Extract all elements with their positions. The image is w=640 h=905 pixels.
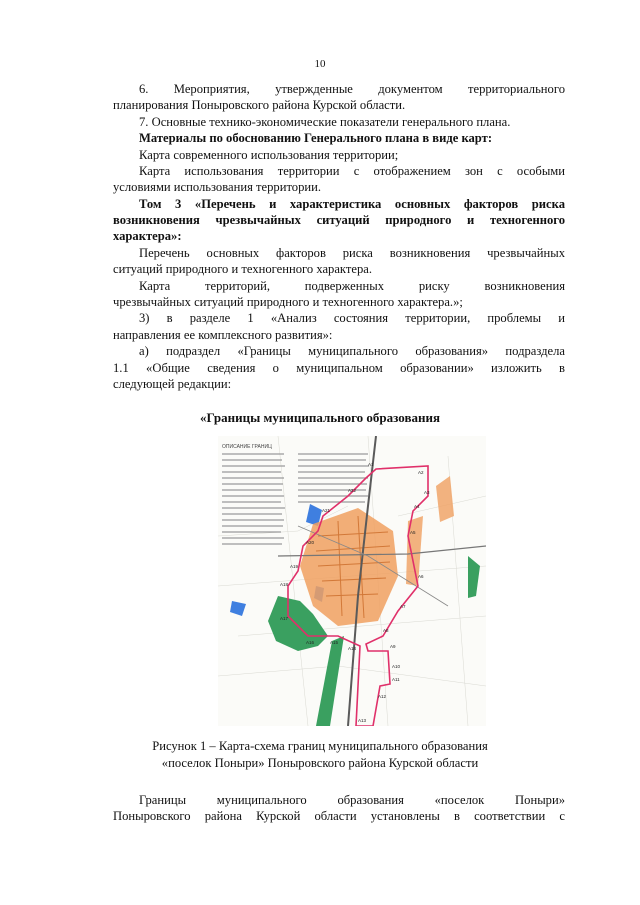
point-label: А9 [390, 644, 396, 649]
materials-heading: Материалы по обоснованию Генерального плана в виде карт: [139, 131, 493, 145]
point-label: А20 [306, 540, 315, 545]
body-line [113, 130, 565, 146]
volume3-heading-2: возникновения чрезвычайных ситуаций природного и техногенного [113, 213, 565, 227]
boundary-map [218, 436, 486, 726]
point-label: А21 [322, 508, 331, 513]
body-line: 3) в разделе 1 «Анализ состояния территории, проблемы и [139, 311, 565, 325]
caption-line: Рисунок 1 – Карта-схема границ муниципального образования [152, 739, 488, 753]
bottom-line: Поныровского района Курской области установлены в соответствии с [113, 809, 565, 824]
body-line: Перечень основных факторов риска возникновения чрезвычайных [139, 246, 565, 260]
point-label: А10 [392, 664, 401, 669]
point-label: А14 [348, 646, 357, 651]
point-label: А22 [348, 488, 357, 493]
page-number: 10 [314, 58, 326, 70]
body-line [113, 228, 565, 244]
point-label: А12 [378, 694, 387, 699]
body-line: 1.1 «Общие сведения о муниципальном образовании» изложить в [113, 361, 565, 375]
point-label: А3 [424, 490, 430, 495]
volume3-heading-3: характера»: [113, 229, 182, 243]
boundary-map-figure [218, 436, 486, 726]
point-label: А16 [306, 640, 315, 645]
point-label: А1 [368, 462, 374, 467]
body-line [113, 196, 565, 212]
body-line: ситуаций природного и техногенного характера. [113, 262, 373, 276]
body-line: Карта современного использования территории; [139, 148, 399, 162]
figure-caption [0, 738, 640, 772]
body-line: условиями использования территории. [113, 180, 322, 194]
point-label: А11 [392, 677, 400, 682]
point-label: А6 [418, 574, 424, 579]
body-line: планирования Поныровского района Курской области. [113, 98, 406, 112]
point-label: А5 [410, 530, 416, 535]
volume3-heading-1: Том 3 «Перечень и характеристика основных факторов риска [139, 197, 565, 211]
body-line: Карта территорий, подверженных риску возникновения [139, 279, 565, 293]
point-label: А8 [383, 628, 389, 633]
point-label: А17 [280, 616, 289, 621]
caption-line: «поселок Поныри» Поныровского района Курской области [161, 756, 479, 770]
point-label: А4 [414, 504, 420, 509]
point-label: А15 [330, 640, 339, 645]
body-line: следующей редакции: [113, 377, 232, 391]
point-label: А13 [358, 718, 367, 723]
section-heading: «Границы муниципального образования [199, 410, 441, 425]
body-line: Карта использования территории с отображением зон с особыми [139, 164, 565, 178]
body-line [113, 212, 565, 228]
bottom-line: Границы муниципального образования «поселок Поныри» [139, 793, 565, 807]
point-label: А2 [418, 470, 424, 475]
point-label: А7 [400, 604, 406, 609]
body-line: направления ее комплексного развития»: [113, 328, 333, 342]
bottom-paragraph [113, 792, 565, 825]
body-line: а) подраздел «Границы муниципального образования» подраздела [139, 344, 565, 358]
body-line: 6. Мероприятия, утвержденные документом территориального [139, 82, 565, 96]
legend-title: ОПИСАНИЕ ГРАНИЦ [222, 444, 272, 450]
body-line: чрезвычайных ситуаций природного и техногенного характера.»; [113, 295, 463, 309]
point-label: А18 [280, 582, 289, 587]
point-label: А19 [290, 564, 299, 569]
body-line: 7. Основные технико-экономические показатели генерального плана. [139, 115, 511, 129]
